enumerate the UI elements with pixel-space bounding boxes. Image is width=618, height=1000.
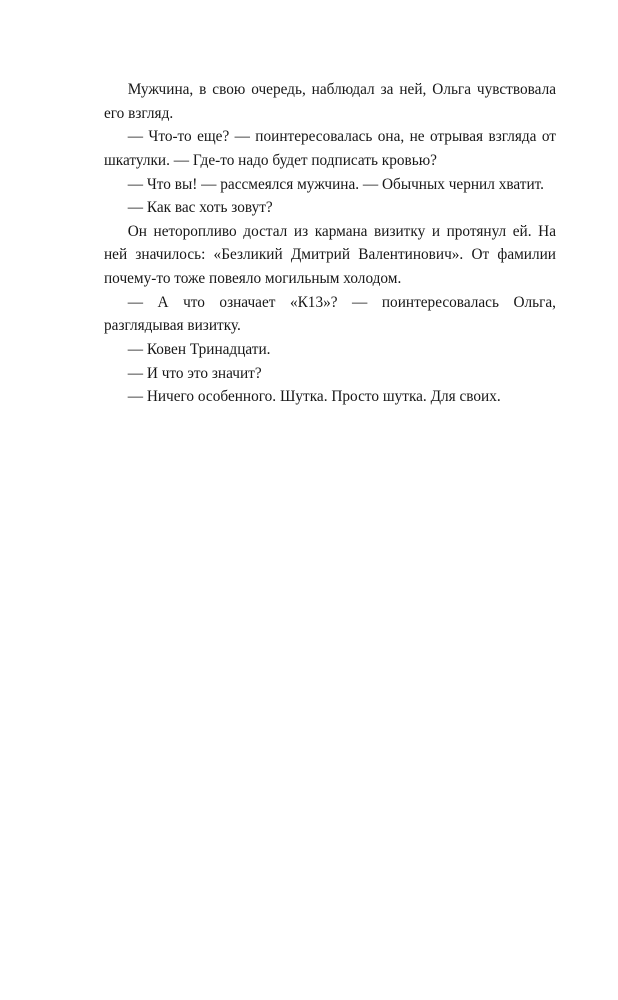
- paragraph: — Что-то еще? — поинтересовалась она, не отрывая взгляда от шкатулки. — Где-то надо будет подписать кровью?: [104, 128, 556, 169]
- paragraph: — И что это значит?: [127, 364, 262, 382]
- paragraph: — А что означает «К13»? — поинтересовалась Ольга, разглядывая визитку.: [104, 293, 556, 335]
- paragraph: — Что вы! — рассмеялся мужчина. — Обычных чернил хватит.: [127, 175, 544, 193]
- paragraph: Он неторопливо достал из кармана визитку и протянул ей. На ней значилось: «Безликий Дмитрий Валентинович». От фамилии почему-то тоже повеяло могильным холодом.: [104, 222, 556, 287]
- paragraph: — Ковен Тринадцати.: [127, 340, 271, 358]
- paragraph: Мужчина, в свою очередь, наблюдал за ней, Ольга чувствовала его взгляд.: [104, 81, 556, 122]
- page-text-body: [104, 78, 556, 409]
- paragraph: — Как вас хоть зовут?: [127, 199, 273, 217]
- paragraph: — Ничего особенного. Шутка. Просто шутка. Для своих.: [127, 388, 501, 406]
